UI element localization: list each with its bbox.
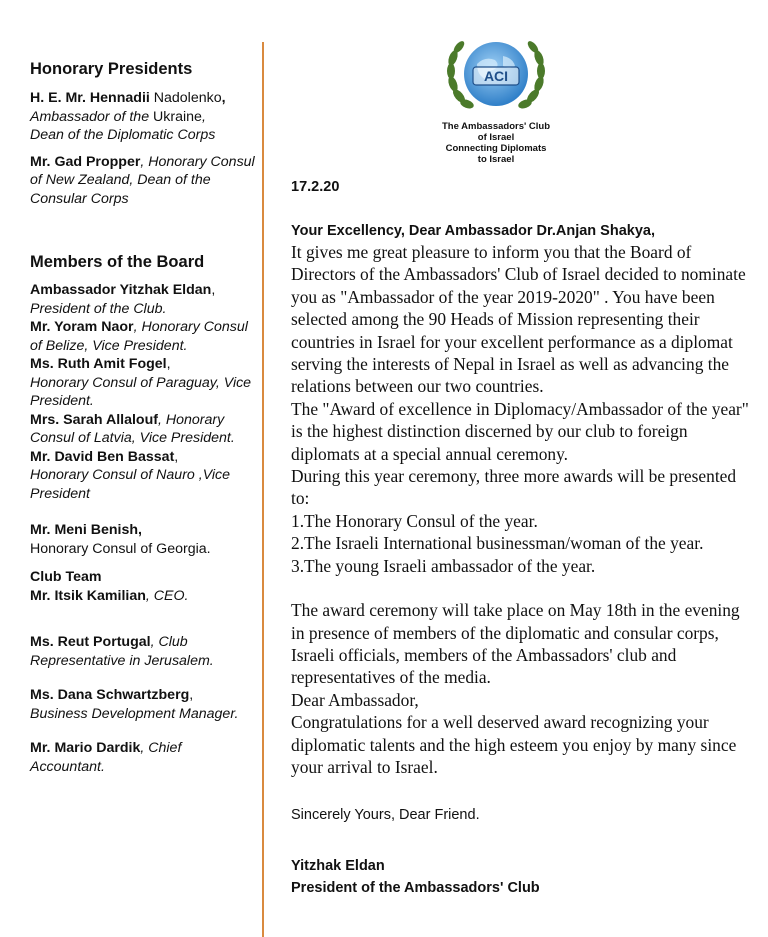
globe-laurel-emblem <box>437 34 555 118</box>
honorary-presidents-heading: Honorary Presidents <box>30 60 193 78</box>
letter-paragraph-1: It gives me great pleasure to inform you that the Board of Directors of the Ambassadors' Club of Israel decided to nominate you as "Ambassador of the year 2019-2020" . You have been selected among the 90 Heads of Mission representing their countries in Israel for your excellent performance as a diplomat serving the interests of Nepal in Israel as well as advancing the relations between our two countries. <box>291 242 746 397</box>
letter-paragraph-3: During this year ceremony, three more awards will be presented to: <box>291 466 737 509</box>
board-member-5: Mr. David Ben Bassat, Honorary Consul of Nauro ,Vice President <box>30 448 231 502</box>
honorary-president-2: Mr. Gad Propper, Honorary Consul of New Zealand, Dean of the Consular Corps <box>30 153 255 207</box>
award-item-2: 2.The Israeli International businessman/woman of the year. <box>291 533 704 554</box>
board-member-3: Ms. Ruth Amit Fogel, Honorary Consul of Paraguay, Vice President. <box>30 356 252 409</box>
letter-paragraph-6: Congratulations for a well deserved award recognizing your diplomatic talents and the high esteem you enjoy by many since your arrival to Israel. <box>291 712 737 777</box>
letter-date: 17.2.20 <box>291 179 340 195</box>
board-member-6: Mr. Meni Benish, Honorary Consul of Georgia. <box>30 522 211 557</box>
letter-salutation: Your Excellency, Dear Ambassador Dr.Anjan Shakya, <box>291 223 655 239</box>
signer-name: Yitzhak Eldan <box>291 857 385 874</box>
award-item-3: 3.The young Israeli ambassador of the year. <box>291 555 596 576</box>
signer-title: President of the Ambassadors' Club <box>291 879 540 896</box>
letter-body <box>291 221 753 899</box>
letter-paragraph-5: Dear Ambassador, <box>291 689 419 710</box>
board-heading: Members of the Board <box>30 253 205 271</box>
award-item-1: 1.The Honorary Consul of the year. <box>291 510 538 531</box>
letter-paragraph-4: The award ceremony will take place on May 18th in the evening in presence of members of the diplomatic and consular corps, Israeli officials, members of the Ambassadors' club and representatives of the media. <box>291 600 740 688</box>
honorary-president-1: H. E. Mr. Hennadii Nadolenko, Ambassador of the Ukraine, Dean of the Diplomatic Corps <box>30 90 226 143</box>
board-member-1: Ambassador Yitzhak Eldan, President of the Club. <box>30 282 216 317</box>
sidebar <box>30 58 262 776</box>
letter-paragraph-2: The "Award of excellence in Diplomacy/Ambassador of the year" is the highest distinction discerned by our club to foreign diplomats at a special annual ceremony. <box>291 398 749 464</box>
board-member-4: Mrs. Sarah Allalouf, Honorary Consul of Latvia, Vice President. <box>30 411 235 446</box>
letter-closing: Sincerely Yours, Dear Friend. <box>291 807 480 824</box>
board-member-2: Mr. Yoram Naor, Honorary Consul of Belize, Vice President. <box>30 319 248 354</box>
team-member-3: Ms. Dana Schwartzberg, Business Development Manager. <box>30 687 239 722</box>
team-member-4: Mr. Mario Dardik, Chief Accountant. <box>30 740 182 775</box>
logo-abbreviation: ACI <box>483 68 509 84</box>
team-member-2: Ms. Reut Portugal, Club Representative in Jerusalem. <box>30 634 214 669</box>
logo-caption: The Ambassadors' Club of Israel Connecting Diplomats to Israel <box>441 121 550 165</box>
club-team: Club Team Mr. Itsik Kamilian, CEO. <box>30 569 189 604</box>
club-logo <box>416 34 576 174</box>
